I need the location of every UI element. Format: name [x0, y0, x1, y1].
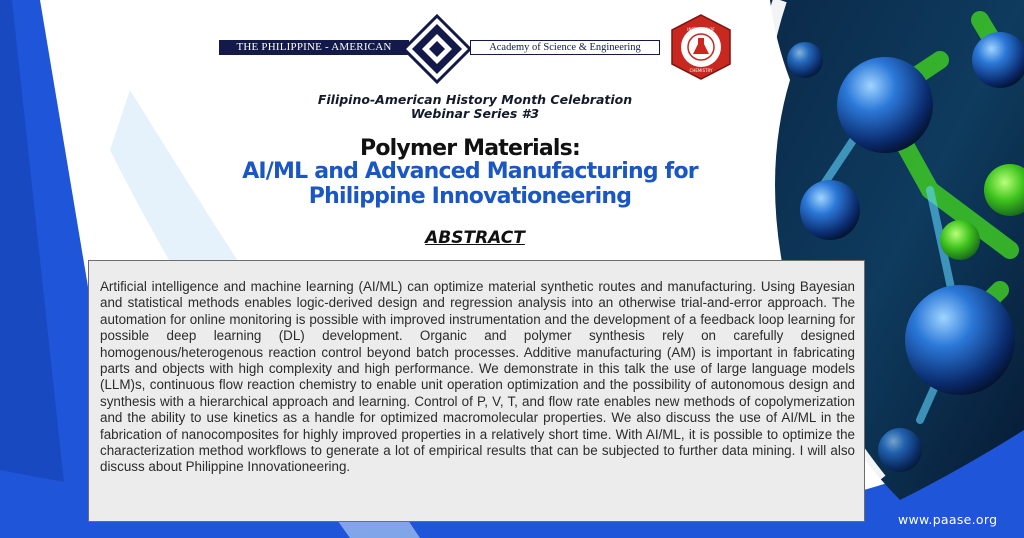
svg-text:CHEMISTRY: CHEMISTRY: [689, 68, 713, 73]
event-line-2: Webinar Series #3: [410, 106, 540, 121]
title-line-1: Polymer Materials:: [360, 136, 580, 161]
banner-right-label: Academy of Science & Engineering: [470, 40, 660, 55]
banner-left-label: THE PHILIPPINE - AMERICAN: [219, 40, 409, 55]
title-line-2: AI/ML and Advanced Manufacturing for: [242, 159, 698, 184]
title-line-2-3: [180, 159, 760, 209]
header-banner: [0, 0, 1024, 80]
abstract-heading: ABSTRACT: [425, 228, 525, 248]
abstract-body: Artificial intelligence and machine learning (AI/ML) can optimize material synthetic routes and manufacturing. Using Bayesian and statistical methods enables logic-derived design and regression analysis into an otherwise trial-and-error approach. The automation for online monitoring is possible with improved instrumentation and the development of a feedback loop learning for possible deep learning (DL) development. Organic and polymer synthesis rely on carefully designed homogenous/heterogenous reaction control beyond batch processes. Additive manufacturing (AM) is important in fabricating parts and objects with high complexity and high performance. We demonstrate in this talk the use of large language models (LLM)s, continuous flow reaction chemistry to enable unit operation optimization and the possibility of autonomous design and synthesis with a hierarchical approach and learning. Control of P, V, T, and flow rate enables new methods of copolymerization and the ability to use kinetics as a handle for optimized macromolecular properties. We also discuss the use of AI/ML in the fabrication of nanocomposites for highly improved properties in a relatively short time. With AI/ML, it is possible to optimize the characterization method workflows to generate a lot of empirical results that can be subjected to further data mining. I will also discuss about Philippine Innovationeering.: [100, 279, 855, 475]
event-line-1: Filipino-American History Month Celebration: [317, 92, 633, 107]
abstract-box: [88, 260, 865, 522]
website-link[interactable]: www.paase.org: [898, 512, 998, 527]
paase-diamond-logo: [402, 14, 472, 84]
institute-of-chemistry-seal: [670, 14, 732, 80]
event-subtitle: [250, 93, 700, 121]
title-line-3: Philippine Innovationeering: [308, 184, 632, 209]
svg-text:INSTITUTE OF: INSTITUTE OF: [687, 27, 715, 32]
